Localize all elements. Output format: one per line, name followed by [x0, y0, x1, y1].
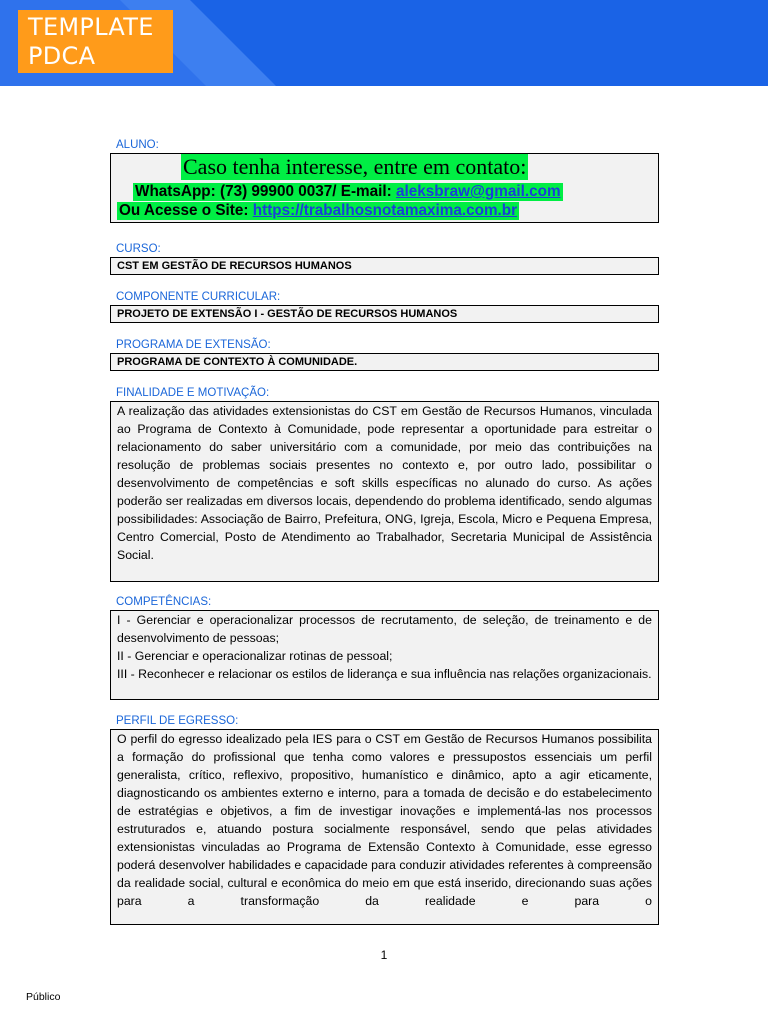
page-number: 1 — [380, 948, 388, 962]
competencia-item: II - Gerenciar e operacionalizar rotinas de pessoal; — [117, 649, 393, 664]
logo-line-2: PDCA — [28, 42, 96, 70]
programa-label: PROGRAMA DE EXTENSÃO: — [116, 339, 271, 351]
footer-classification: Público — [26, 991, 61, 1003]
spacer — [110, 323, 659, 338]
contact-site-link[interactable]: https://trabalhosnotamaxima.com.br — [252, 202, 518, 219]
curso-field: CST EM GESTÃO DE RECURSOS HUMANOS — [110, 257, 659, 275]
competencia-item: III - Reconhecer e relacionar os estilos de liderança e sua influência nas relações organizacionais. — [117, 667, 652, 682]
spacer — [110, 223, 659, 242]
programa-field: PROGRAMA DE CONTEXTO À COMUNIDADE. — [110, 353, 659, 371]
contact-email-link[interactable]: aleksbraw@gmail.com — [396, 183, 561, 200]
spacer — [110, 582, 659, 595]
contact-whatsapp-line — [133, 183, 563, 201]
header-banner — [0, 0, 768, 86]
contact-heading: Caso tenha interesse, entre em contato: — [183, 154, 527, 179]
competencias-list — [110, 610, 659, 700]
contact-whatsapp-text: WhatsApp: (73) 99900 0037/ E-mail: — [135, 183, 396, 200]
componente-field: PROJETO DE EXTENSÃO I - GESTÃO DE RECURSOS HUMANOS — [110, 305, 659, 323]
curso-label: CURSO: — [116, 243, 161, 255]
contact-site-text: Ou Acesse o Site: — [119, 202, 253, 219]
perfil-text: O perfil do egresso idealizado pela IES para o CST em Gestão de Recursos Humanos possibilita a formação do profissional que tenha como valores e pressupostos essenciais um perfil generalista, crítico, reflexivo, propositivo, humanístico e dinâmico, apto a agir eticamente, diagnosticando os ambientes externo e interno, para a tomada de decisão e do estabelecimento de estratégias e objetivos, a fim de investigar inovações e implementá-las nos processos estruturados e, atuando postura socialmente responsável, sendo que pelas atividades extensionistas vinculadas ao Programa de Extensão Contexto à Comunidade, esse egresso poderá desenvolver habilidades e capacidade para conduzir atividades referentes à compreensão da realidade social, cultural e econômica do meio em que está inserido, direcionando suas ações para a transformação da realidade e para o — [110, 729, 659, 925]
template-pdca-logo — [18, 10, 173, 73]
aluno-label: ALUNO: — [116, 139, 159, 151]
perfil-label: PERFIL DE EGRESSO: — [116, 715, 239, 727]
finalidade-label: FINALIDADE E MOTIVAÇÃO: — [116, 387, 270, 399]
spacer — [110, 700, 659, 714]
spacer — [110, 371, 659, 386]
competencia-item: I - Gerenciar e operacionalizar processos de recrutamento, de seleção, de treinamento e de desenvolvimento de pessoas; — [117, 613, 652, 646]
logo-line-1: TEMPLATE — [28, 13, 154, 41]
competencias-label: COMPETÊNCIAS: — [116, 596, 212, 608]
contact-site-line — [117, 202, 519, 220]
contact-box — [110, 153, 659, 223]
finalidade-text: A realização das atividades extensionistas do CST em Gestão de Recursos Humanos, vinculada ao Programa de Contexto à Comunidade, pode representar a oportunidade para estreitar o relacionamento do saber universitário com a comunidade, por meio das contribuições na resolução de problemas sociais presentes no contexto e, por outro lado, possibilitar o desenvolvimento de competências e soft skills específicas no alunado do curso. As ações poderão ser realizadas em diversos locais, dependendo do problema identificado, sendo algumas possibilidades: Associação de Bairro, Prefeitura, ONG, Igreja, Escola, Micro e Pequena Empresa, Centro Comercial, Posto de Atendimento ao Trabalhador, Secretaria Municipal de Assistência Social. — [110, 401, 659, 582]
componente-label: COMPONENTE CURRICULAR: — [116, 291, 281, 303]
spacer — [110, 275, 659, 290]
document-body — [110, 138, 659, 925]
